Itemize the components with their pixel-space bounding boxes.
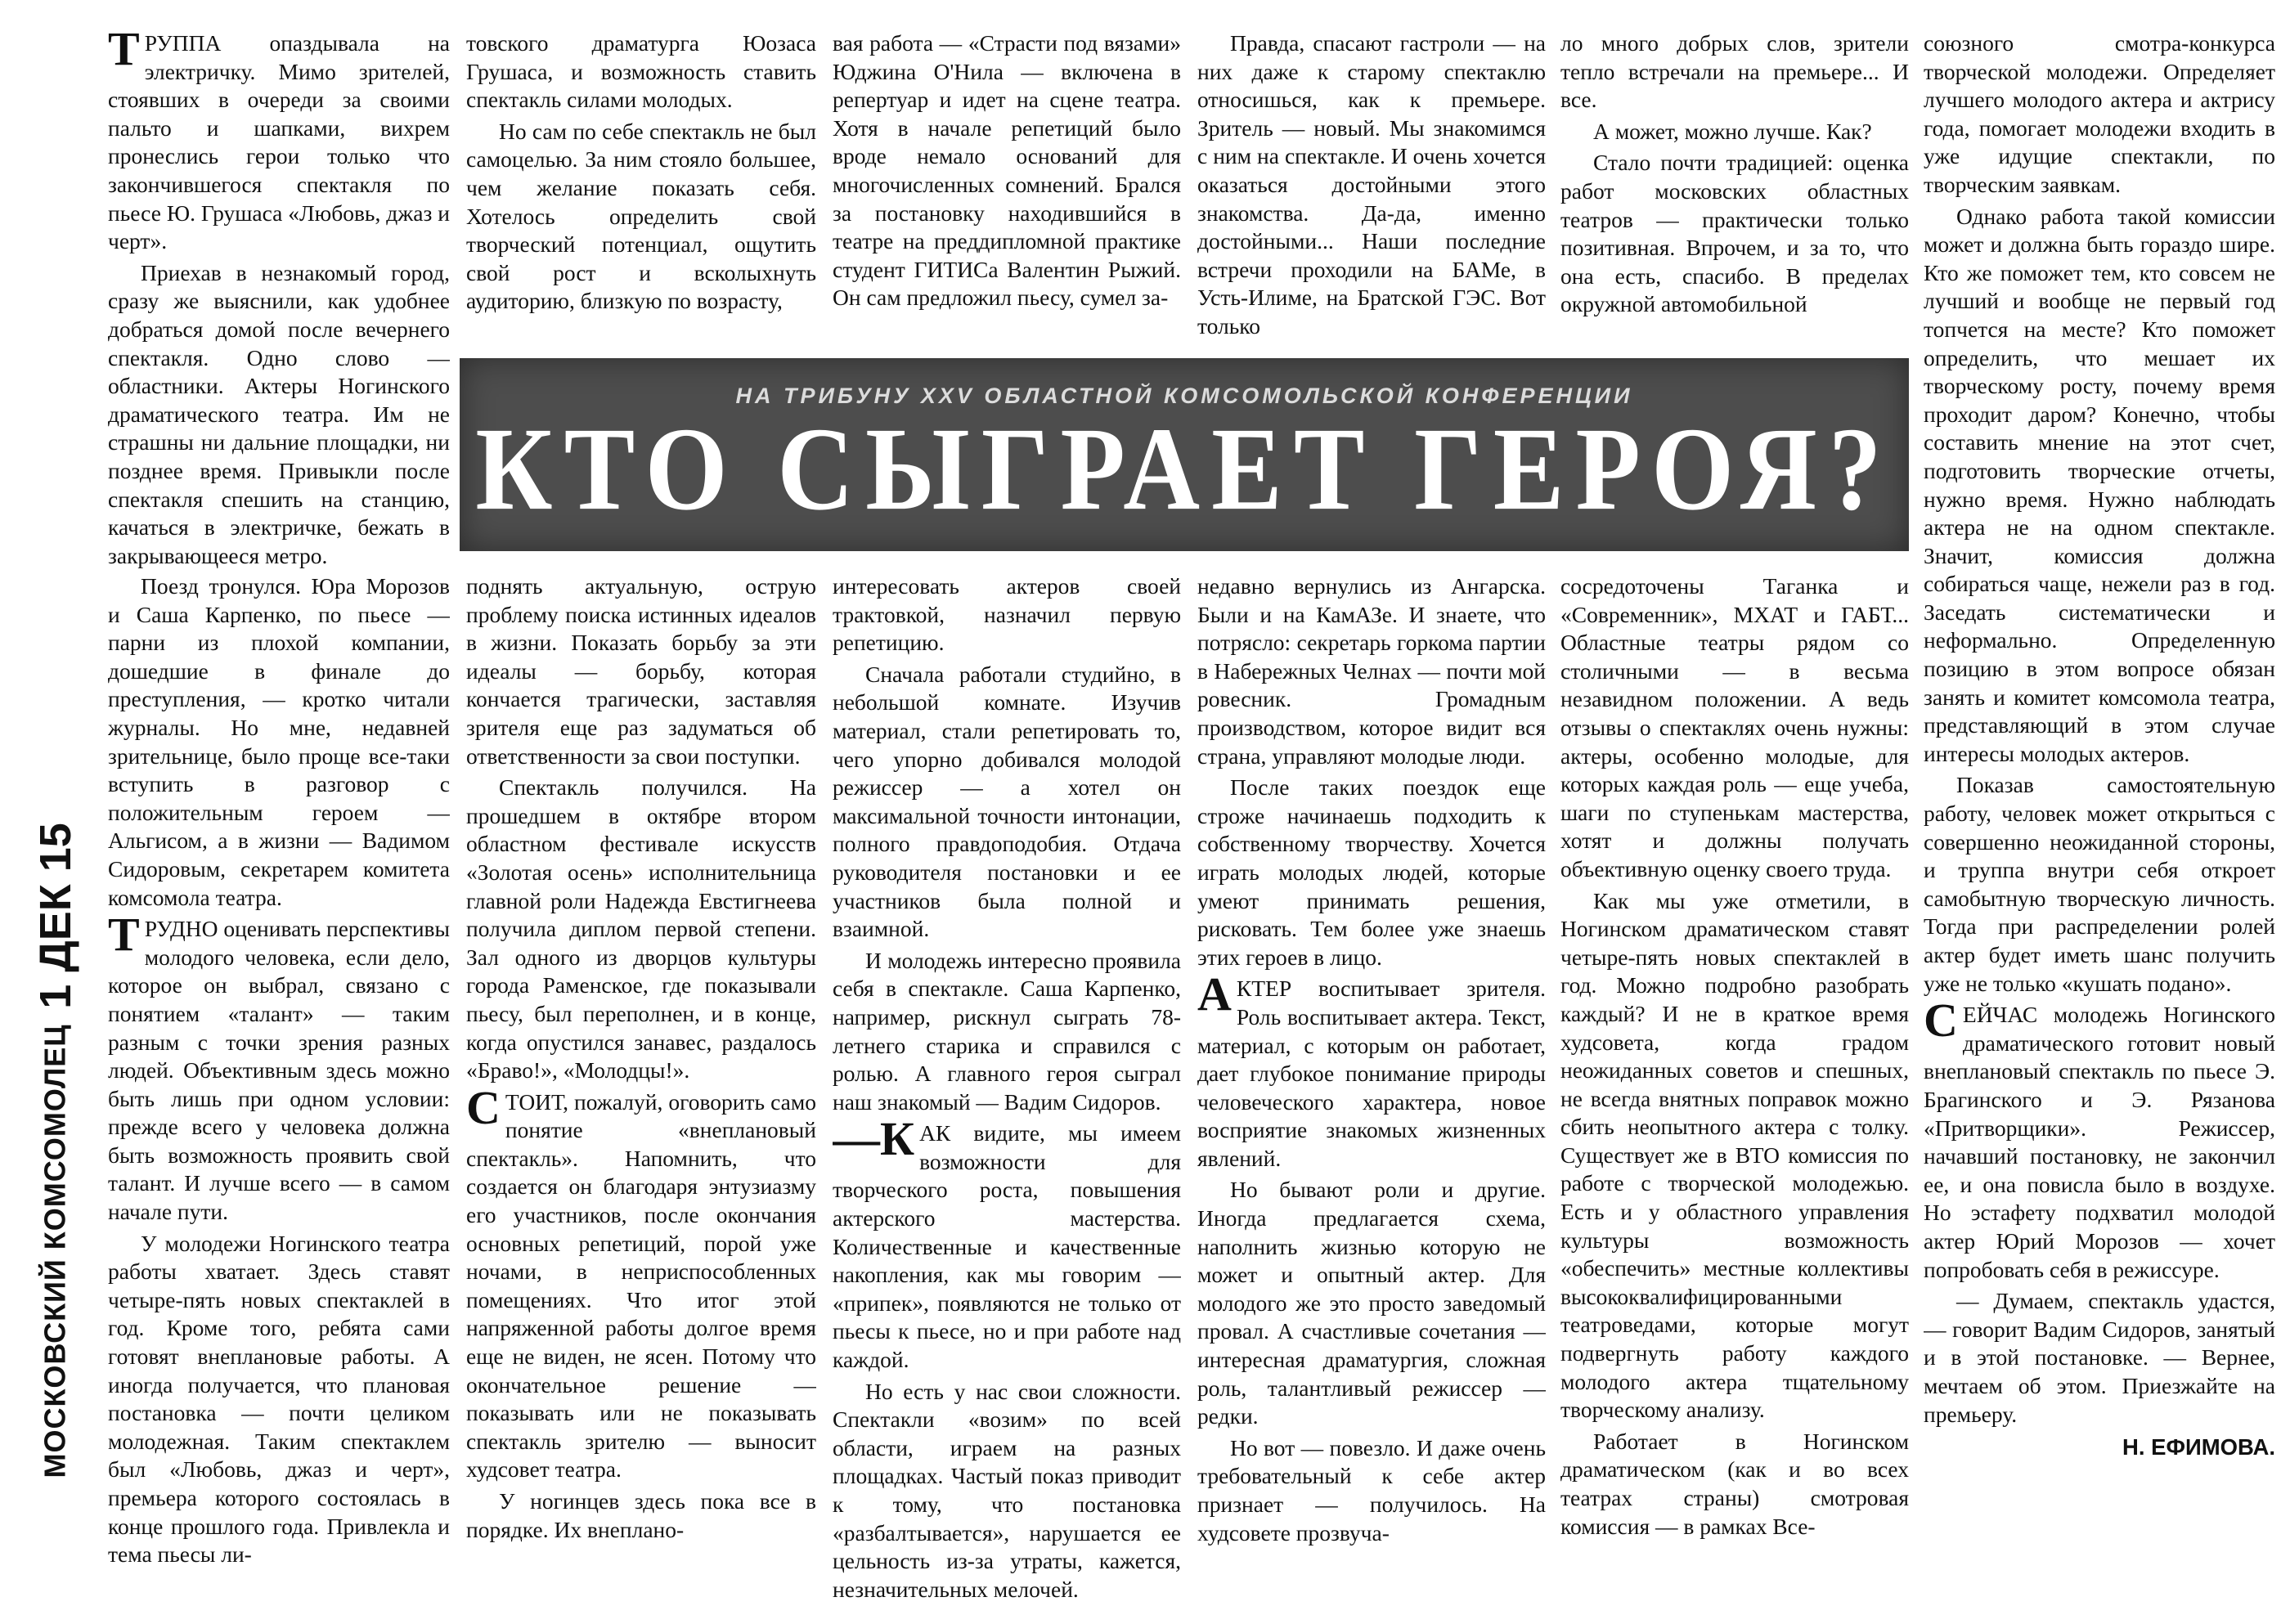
column-top-5 xyxy=(1560,29,1909,352)
column-bottom-2 xyxy=(466,572,816,1611)
paragraph: АКТЕР воспитывает зрителя. Роль воспитывает актера. Текст, материал, с которым он работает, дает глубокое понимание природы человеческого характера, новое восприятие знакомых жизненных явлений. xyxy=(1197,967,1546,1171)
column-top-1 xyxy=(108,29,450,594)
author-byline: Н. ЕФИМОВА. xyxy=(2122,1434,2275,1460)
column-bottom-5 xyxy=(1560,572,1909,1611)
paragraph: У молодежи Ногинского театра работы хватает. Здесь ставят четыре-пять новых спектаклей в год. Кроме того, ребята сами готовят внеплановые работы. А иногда получается, что плановая постановка — почти целиком молодежная. Таким спектаклем был «Любовь, джаз и черт», премьера которого состоялась в конце прошлого года. Привлекла и тема пьесы ли- xyxy=(108,1230,450,1568)
paragraph: Как мы уже отметили, в Ногинском драматическом ставят четыре-пять новых спектаклей в год. Можно подробно разобрать каждый? И не в краткое время худсовета, когда градом неожиданных советов и спешных, не всегда внятных поправок можно сбить неопытного актера с толку. Существует же в ВТО комиссия по работе с творческой молодежью. Есть и у областного управления культуры возможность «обеспечить» местные коллективы высококвалифицированными театроведами, которые могут подвергнуть работу каждого молодого актера тщательному творческому анализу. xyxy=(1560,887,1909,1423)
date-stamp xyxy=(23,818,88,1014)
newspaper-name-text: МОСКОВСКИЙ КОМСОМОЛЕЦ xyxy=(38,1024,73,1478)
column-bottom-4 xyxy=(1197,572,1546,1611)
drop-cap: С xyxy=(1924,994,1958,1048)
paragraph: Но бывают роли и другие. Иногда предлагается схема, наполнить жизнью которую не может и опытный актер. Для молодого же это просто заведомый провал. А счастливые сочетания — интересная драматургия, сложная роль, талантливый режиссер — редки. xyxy=(1197,1177,1546,1429)
paragraph: недавно вернулись из Ангарска. Были и на КамАЗе. И знаете, что потрясло: секретарь горкома партии в Набережных Челнах — почти мой ровесник. Громадным производством, которое видит вся страна, управляют молодые люди. xyxy=(1197,573,1546,769)
drop-cap: Т xyxy=(108,908,140,962)
drop-cap: С xyxy=(466,1080,501,1134)
date-stamp-text: 1 ДЕК 15 xyxy=(31,823,80,1009)
paragraph: А может, можно лучше. Как? xyxy=(1593,118,1872,144)
column-right xyxy=(1924,29,2275,1611)
paragraph: товского драматурга Юозаса Грушаса, и возможность ставить спектакль силами молодых. xyxy=(466,30,816,113)
newspaper-name xyxy=(23,1022,88,1480)
column-top-3 xyxy=(833,29,1181,352)
paragraph: ТРУППА опаздывала на электричку. Мимо зрителей, стоявших в очереди за своими пальто и шапками, вихрем пронеслись герои только что закончившегося спектакля по пьесе Ю. Грушаса «Любовь, джаз и черт». xyxy=(108,29,450,254)
paragraph: Но вот — повезло. И даже очень требовательный к себе актер признает — получилось. На худсовете прозвуча- xyxy=(1197,1434,1546,1545)
paragraph: СТОИТ, пожалуй, оговорить само понятие «внеплановый спектакль». Напомнить, что создается он благодаря энтузиазму его участников, после окончания основных репетиций, порой уже ночами, в неприспособленных помещениях. Что итог этой напряженной работы долгое время еще не виден, не ясен. Потому что окончательное решение — показывать или не показывать спектакль зрителю — выносит худсовет театра. xyxy=(466,1080,816,1483)
paragraph: После таких поездок еще строже начинаешь подходить к собственному творчеству. Хочется играть молодых людей, которые умеют принимать решения, рисковать. Тем более уже знаешь этих героев в лицо. xyxy=(1197,774,1546,970)
column-top-2 xyxy=(466,29,816,352)
headline-banner xyxy=(460,358,1909,551)
paragraph: — Думаем, спектакль удастся, — говорит Вадим Сидоров, занятый и в этой постановке. — Вернее, мечтаем об этом. Приезжайте на премьеру. xyxy=(1924,1288,2275,1427)
column-bottom-1 xyxy=(108,572,450,1611)
paragraph: Стало почти традицией: оценка работ московских областных театров — практически только позитивная. Впрочем, и за то, что она есть, спасибо. В пределах окружной автомобильной xyxy=(1560,150,1909,317)
paragraph: Показав самостоятельную работу, человек может открыться с совершенно неожиданной стороны, и труппа внутри себя откроет самобытную творческую личность. Тогда при распределении ролей актер будет иметь шанс получить уже не только «кушать подано». xyxy=(1924,772,2275,996)
drop-cap: —К xyxy=(833,1112,915,1166)
headline-kicker: НА ТРИБУНУ XXV ОБЛАСТНОЙ КОМСОМОЛЬСКОЙ КОНФЕРЕНЦИИ xyxy=(735,383,1633,408)
paragraph: вая работа — «Страсти под вязами» Юджина О'Нила — включена в репертуар и идет на сцене театра. Хотя в начале репетиций было вроде немало оснований для многочисленных сомнений. Брался за постановку находившийся в театре на преддипломной практике студент ГИТИСа Валентин Рыжий. Он сам предложил пьесу, сумел за- xyxy=(833,30,1181,311)
paragraph: ТРУДНО оценивать перспективы молодого человека, если дело, которое он выбрал, связано с понятием «талант» — таким разным с точки зрения разных людей. Объективным здесь можно быть лишь при одном условии: прежде всего у человека должна быть возможность проявить свой талант. И лучше всего — в самом начале пути. xyxy=(108,908,450,1225)
paragraph: сосредоточены Таганка и «Современник», МХАТ и ГАБТ... Областные театры рядом со столичными — в весьма незавидном положении. А ведь отзывы о спектаклях очень нужны: актеры, особенно молодые, для которых каждая роль — еще учеба, шаги по ступенькам мастерства, хотят и должны получать объективную оценку своего труда. xyxy=(1560,573,1909,882)
paragraph: Правда, спасают гастроли — на них даже к старому спектаклю относишься, как к премьере. Зритель — новый. Мы знакомимся с ним на спектакле. И очень хочется оказаться достойными этого знакомства. Да-да, именно достойными... Наши последние встречи проходили на БАМе, в Усть-Илиме, на Братской ГЭС. Вот только xyxy=(1197,30,1546,339)
drop-cap: Т xyxy=(108,29,140,75)
paragraph: —К АК видите, мы имеем возможности для творческого роста, повышения актерского мастерства. Количественные и качественные накопления, как мы говорим — «припек», появляются не только от пьесы к пьесе, но и при работе над каждой. xyxy=(833,1112,1181,1373)
paragraph: Однако работа такой комиссии может и должна быть гораздо шире. Кто же поможет тем, кто совсем не лучший и вообще не первый год топчется на месте? Кто поможет определить, что мешает их творческому росту, почему время проходит даром? Конечно, чтобы составить мнение на этот счет, подготовить творческие отчеты, нужно время. Нужно наблюдать актера не на одном спектакле. Значит, комиссия должна собираться чаще, нежели раз в год. Заседать систематически и неформально. Определенную позицию в этом вопросе обязан занять и комитет комсомола театра, представляющий в этом случае интересы молодых актеров. xyxy=(1924,203,2275,766)
paragraph: Но есть у нас свои сложности. Спектакли «возим» по всей области, играем на разных площадках. Частый показ приводит к тому, что постановка «разбалтывается», нарушается ее цельность из-за утраты, кажется, незначительных мелочей. xyxy=(833,1378,1181,1602)
paragraph: ло много добрых слов, зрители тепло встречали на премьере... И все. xyxy=(1560,30,1909,113)
paragraph: У ногинцев здесь пока все в порядке. Их внеплано- xyxy=(466,1488,816,1542)
paragraph: союзного смотра-конкурса творческой молодежи. Определяет лучшего молодого актера и актрису года, помогает молодежи входить в уже идущие спектакли, по творческим заявкам. xyxy=(1924,30,2275,197)
paragraph: Работает в Ногинском драматическом (как и во всех театрах страны) смотровая комиссия — в рамках Все- xyxy=(1560,1428,1909,1539)
column-bottom-3 xyxy=(833,572,1181,1611)
paragraph: Поезд тронулся. Юра Морозов и Саша Карпенко, по пьесе — парни из плохой компании, дошедшие в финале до преступления, — кротко читали журналы. Но мне, недавней зрительнице, было проще все-таки вступить в разговор с положительным героем — Альгисом, а в жизни — Вадимом Сидоровым, секретарем комитета комсомола театра. xyxy=(108,573,450,910)
paragraph: поднять актуальную, острую проблему поиска истинных идеалов в жизни. Показать борьбу за эти идеалы — борьбу, которая кончается трагически, заставляя зрителя еще раз задуматься об ответственности за свои поступки. xyxy=(466,573,816,769)
paragraph: интересовать актеров своей трактовкой, назначил первую репетицию. xyxy=(833,573,1181,656)
paragraph: СЕЙЧАС молодежь Ногинского драматического готовит новый внеплановый спектакль по пьесе Э. Брагинского и Э. Рязанова «Притворщики». Режиссер, начавший постановку, не закончил ее, и она повисла было в воздухе. Но эстафету подхватил молодой актер Юрий Морозов — хочет попробовать себя в режиссуре. xyxy=(1924,994,2275,1282)
headline-title: КТО СЫГРАЕТ ГЕРОЯ? xyxy=(475,402,1893,536)
paragraph: Сначала работали студийно, в небольшой комнате. Изучив материал, стали репетировать то, чего упорно добивался молодой режиссер — а хотел он максимальной точности интонации, полного правдоподобия. Отдача руководителя постановки и ее участников была полной и взаимной. xyxy=(833,661,1181,942)
paragraph: И молодежь интересно проявила себя в спектакле. Саша Карпенко, например, рискнул сыграть 78-летнего старика и справился с ролью. А главного героя сыграл наш знакомый — Вадим Сидоров. xyxy=(833,947,1181,1115)
paragraph: Спектакль получился. На прошедшем в октябре втором областном фестивале искусств «Золотая осень» исполнительница главной роли Надежда Евстигнеева получила диплом первой степени. Зал одного из дворцов культуры города Раменское, где показывали пьесу, был переполнен, и в конце, когда опустился занавес, раздалось «Браво!», «Молодцы!». xyxy=(466,774,816,1083)
paragraph: Приехав в незнакомый город, сразу же выяснили, как удобнее добраться домой после вечернего спектакля. Одно слово — областники. Актеры Ногинского драматического театра. Им не страшны ни дальние площадки, ни позднее время. Привыкли после спектакля спешить на станцию, качаться в электричке, бежать в закрывающееся метро. xyxy=(108,259,450,568)
drop-cap: А xyxy=(1197,967,1232,1021)
column-top-4 xyxy=(1197,29,1546,352)
paragraph: Но сам по себе спектакль не был самоцелью. За ним стояло большее, чем желание показать себя. Хотелось определить свой творческий потенциал, ощутить свой рост и всколыхнуть аудиторию, близкую по возрасту, xyxy=(466,118,816,314)
